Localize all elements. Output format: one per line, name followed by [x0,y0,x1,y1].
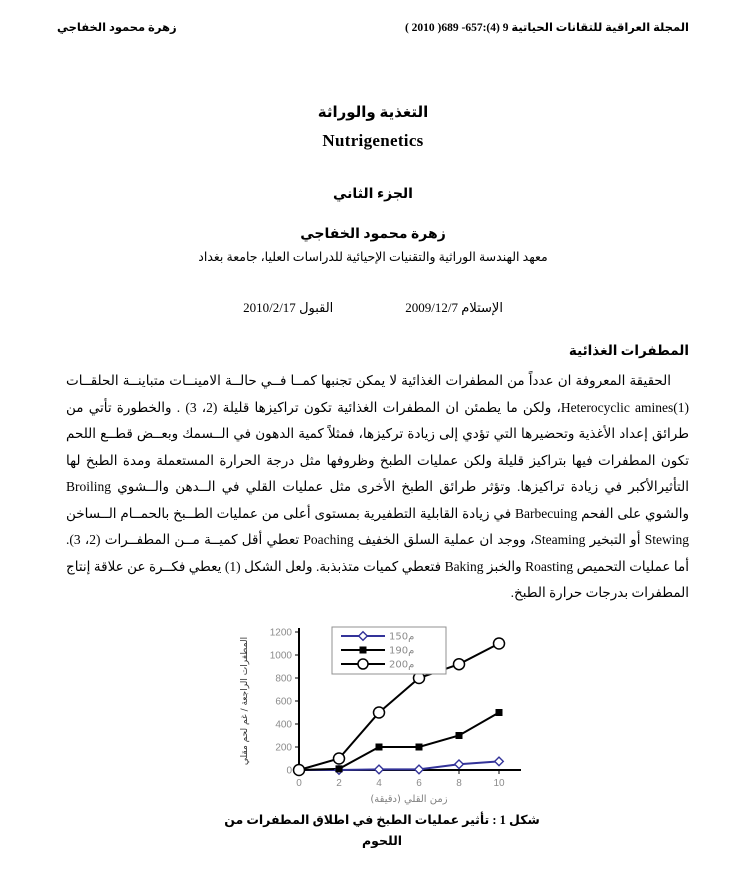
svg-text:0: 0 [296,778,302,789]
section-heading: المطفرات الغذائية [568,343,689,358]
accepted-value: 2010/2/17 [243,300,296,315]
submission-dates [0,300,746,316]
svg-text:600: 600 [275,696,292,708]
figure-chart-svg [237,618,537,816]
svg-text:2: 2 [336,778,342,789]
svg-text:200: 200 [275,742,292,754]
title-arabic: التغذية والوراثة [317,105,429,121]
figure-chart [237,618,537,816]
received-label: الإستلام [461,300,503,315]
svg-text:م150: م150 [389,631,415,643]
svg-text:زمن القلي (دقيقة): زمن القلي (دقيقة) [370,794,448,805]
svg-text:10: 10 [493,778,505,789]
svg-text:400: 400 [275,719,292,731]
title-english: Nutrigenetics [322,131,424,150]
svg-text:المطفرات الراجعة / غم لحم مقلي: المطفرات الراجعة / غم لحم مقلي [240,636,250,766]
running-author: زهرة محمود الخفاجي [57,22,177,34]
svg-text:6: 6 [416,778,422,789]
body-paragraph: الحقيقة المعروفة ان عدداً من المطفرات الغذائية لا يمكن تجنبها كمــا فــي حالــة الامينــات متباينــة الحلقــات Heterocyclic amines(1)، ولكن ما يطمئن ان المطفرات الغذائية تكون تراكيزها قليلة (2، 3) . والخطورة تأتي من طرائق إعداد الأغذية وتحضيرها التي تؤدي إلى زيادة تركيزها، فمثلاً كمية الدهون في الــسمك وبعــض قطــع اللحم تكون المطفرات فيها بتراكيز قليلة ولكن عمليات الطبخ وظروفها مثل درجة الحرارة المستعملة ومدة الطبخ لها التأثيرالأكبر في زيادة تراكيزها. وتؤثر طرائق الطبخ الأخرى مثل عمليات القلي في الــدهن والــشوي Broiling والشوي على الفحم Barbecuing في زيادة القابلية التطفيرية بمستوى أعلى من عمليات الطــبخ بالحمــام الــساخن Stewing أو التبخير Steaming، ووجد ان عملية السلق الخفيف Poaching تعطي أقل كميــة مــن المطفــرات (2، 3). أما عمليات التحميص Roasting والخبز Baking فتعطي كميات متذبذبة. ولعل الشكل (1) يعطي فكــرة عن علاقة إنتاج المطفرات بدرجات حرارة الطبخ. [66,373,690,600]
part-label: الجزء الثاني [333,187,413,202]
svg-text:م190: م190 [389,645,415,657]
figure-caption-line1: شكل 1 : تأثير عمليات الطبخ في اطلاق المطفرات من [224,813,540,827]
accepted-date [243,300,333,316]
svg-text:1200: 1200 [269,627,292,639]
svg-text:4: 4 [376,778,382,789]
received-date [405,300,503,316]
svg-text:1000: 1000 [269,650,292,662]
accepted-label: القبول [299,300,334,315]
page-header [57,20,689,34]
svg-text:م200: م200 [389,659,415,671]
svg-text:0: 0 [286,765,292,777]
author-name: زهرة محمود الخفاجي [300,227,446,242]
author-affiliation: معهد الهندسة الوراثية والتقنيات الإحيائية للدراسات العليا، جامعة بغداد [198,250,548,264]
figure-caption-line2: اللحوم [361,834,403,848]
journal-reference: المجلة العراقية للتقانات الحياتية 9 (4):657- 689( 2010 ) [404,22,689,34]
svg-text:800: 800 [275,673,292,685]
svg-text:8: 8 [456,778,462,789]
figure-caption [217,810,547,852]
received-value: 2009/12/7 [405,300,459,315]
